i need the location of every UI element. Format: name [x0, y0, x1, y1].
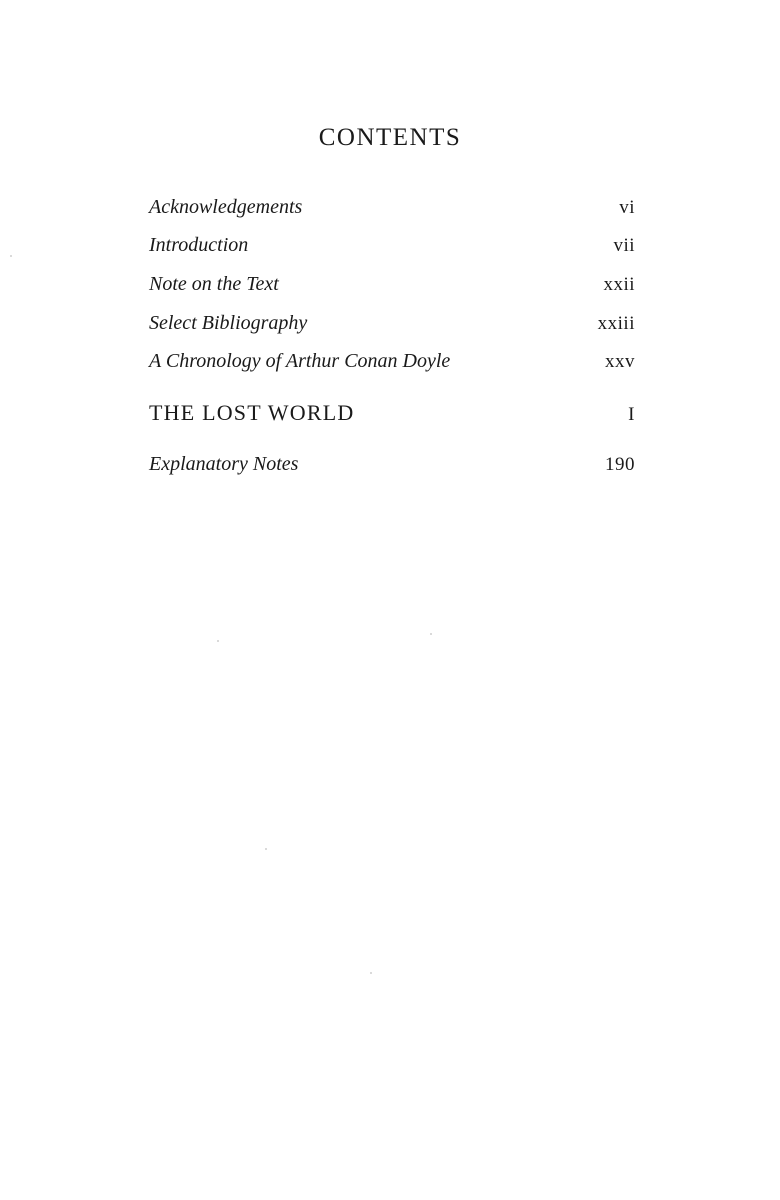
toc-entry-page: xxv — [605, 351, 635, 372]
toc-main-page: I — [628, 404, 635, 425]
toc-entry — [149, 453, 635, 476]
toc-entry-title: Introduction — [149, 234, 249, 256]
toc-main-title: THE LOST WORLD — [149, 400, 355, 425]
paper-speck — [217, 640, 219, 642]
toc-entry — [149, 273, 635, 296]
toc-main-entry — [149, 400, 635, 426]
toc-entry — [149, 196, 635, 219]
toc-entry-title: Acknowledgements — [149, 196, 303, 218]
toc-entry-title: Select Bibliography — [149, 312, 308, 334]
paper-speck — [265, 848, 267, 850]
paper-speck — [430, 633, 432, 635]
paper-speck — [370, 972, 372, 974]
toc-entry-page: xxiii — [597, 313, 635, 334]
toc-entry-page: xxii — [603, 274, 635, 295]
toc-entry — [149, 350, 635, 373]
paper-speck — [10, 255, 12, 257]
toc-entry-title: A Chronology of Arthur Conan Doyle — [149, 350, 451, 372]
toc-entry-page: vii — [613, 235, 635, 256]
toc-entry-title: Explanatory Notes — [149, 453, 299, 475]
toc-entry-title: Note on the Text — [149, 273, 279, 295]
page-title: CONTENTS — [318, 124, 462, 151]
toc-entry-page: 190 — [605, 454, 635, 475]
toc-entry — [149, 312, 635, 335]
toc-entry — [149, 234, 635, 257]
toc-entry-page: vi — [619, 197, 635, 218]
